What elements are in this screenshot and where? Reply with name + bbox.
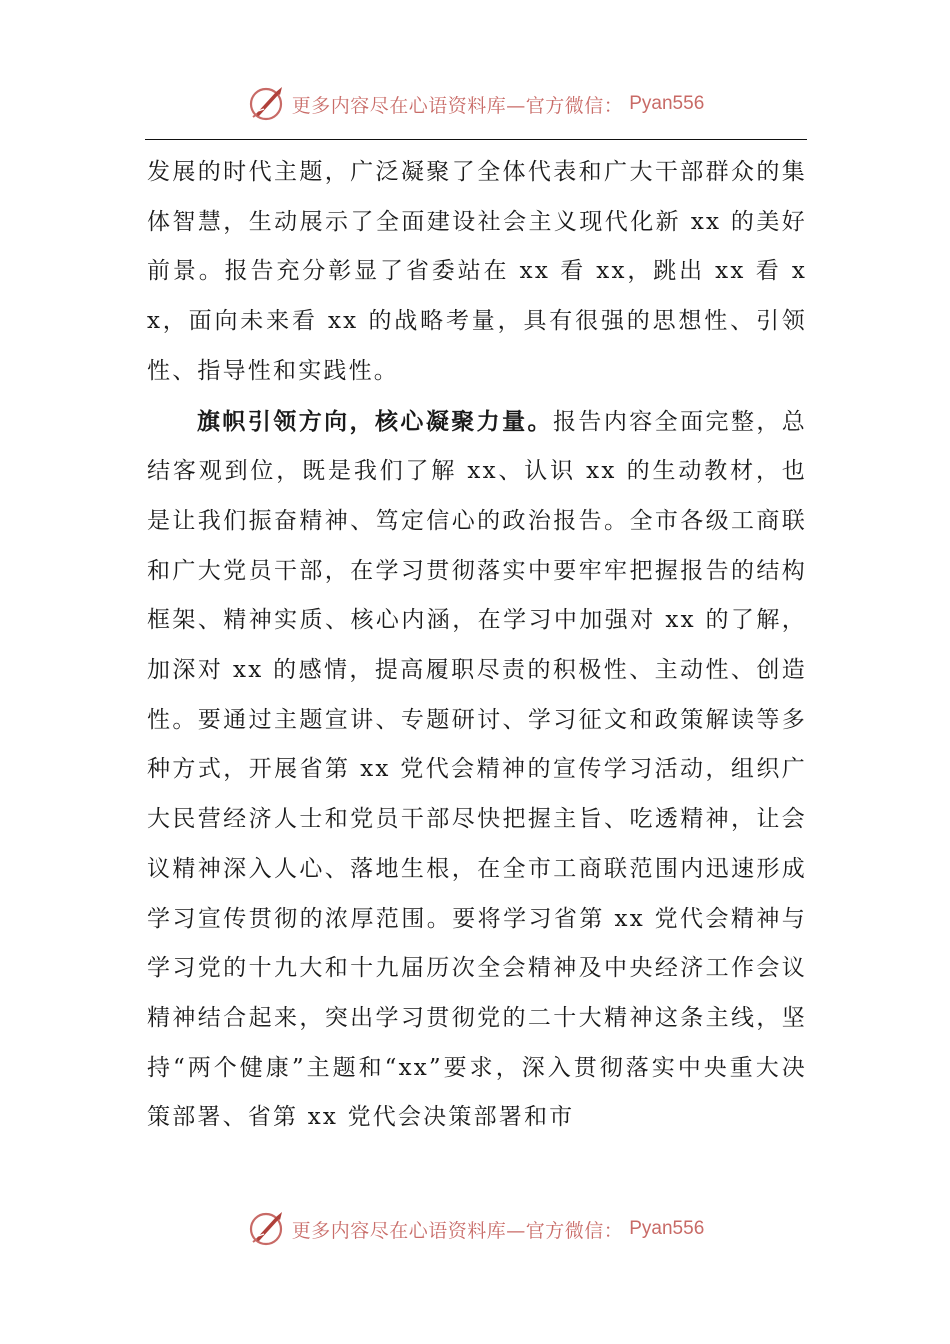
watermark-text: 更多内容尽在心语资料库—官方微信： [291, 1219, 624, 1242]
paragraph-lead-heading: 旗帜引领方向，核心凝聚力量。 [197, 407, 553, 435]
paragraph-flag-leads [147, 397, 807, 1144]
quill-pen-icon [246, 1209, 286, 1249]
header-divider [145, 139, 807, 140]
paragraph-text: 报告内容全面完整，总结客观到位，既是我们了解 xx、认识 xx 的生动教材，也是让我们振奋精神、笃定信心的政治报告。全市各级工商联和广大党员干部，在学习贯彻落实中要牢牢把握报告的结构框架、精神实质、核心内涵，在学习中加强对 xx 的了解，加深对 xx 的感情，提高履职尽责的积极性、主动性、创造性。要通过主题宣讲、专题研讨、学习征文和政策解读等多种方式，开展省第 xx 党代会精神的宣传学习活动，组织广大民营经济人士和党员干部尽快把握主旨、吃透精神，让会议精神深入人心、落地生根，在全市工商联范围内迅速形成学习宣传贯彻的浓厚范围。要将学习省第 xx 党代会精神与学习党的十九大和十九届历次全会精神及中央经济工作会议精神结合起来，突出学习贯彻党的二十大精神这条主线，坚持“两个健康”主题和“xx”要求，深入贯彻落实中央重大决策部署、省第 xx 党代会决策部署和市 [147, 408, 807, 1131]
watermark-text: 更多内容尽在心语资料库—官方微信： [291, 94, 624, 117]
footer-watermark [0, 1207, 950, 1251]
header-watermark [0, 82, 950, 126]
quill-pen-icon [246, 84, 286, 124]
paragraph-continuation [147, 148, 807, 397]
watermark-account: Pyan556 [629, 1218, 705, 1239]
paragraph-text: 发展的时代主题，广泛凝聚了全体代表和广大干部群众的集体智慧，生动展示了全面建设社会主义现代化新 xx 的美好前景。报告充分彰显了省委站在 xx 看 xx，跳出 xx 看 xx，面向未来看 xx 的战略考量，具有很强的思想性、引领性、指导性和实践性。 [147, 159, 807, 384]
watermark-account: Pyan556 [629, 93, 705, 114]
document-body [147, 148, 807, 1143]
